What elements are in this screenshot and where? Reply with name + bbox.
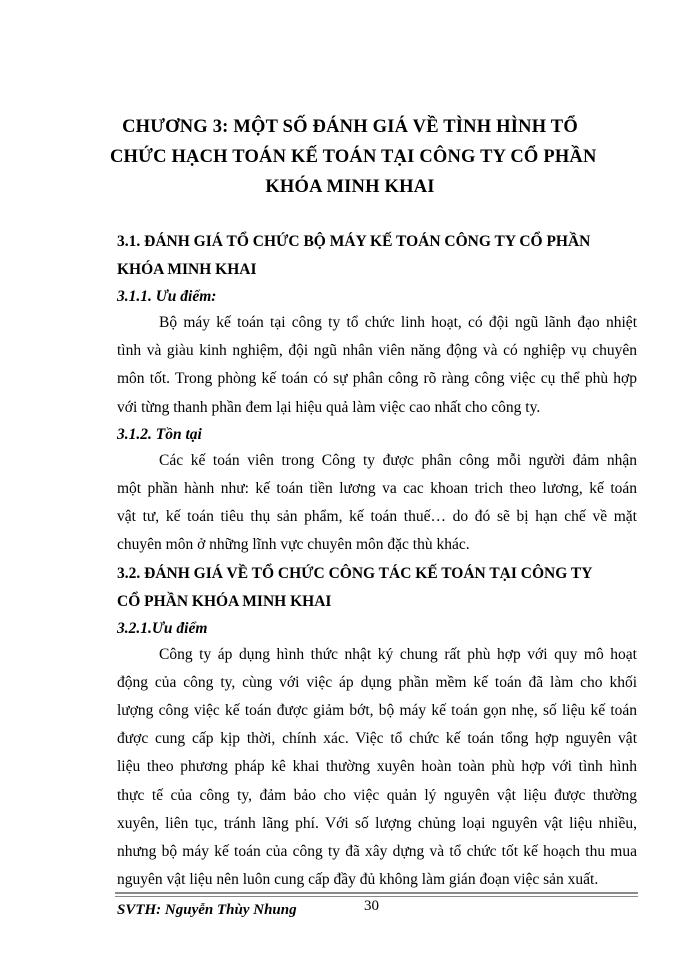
- paragraph-line: Bộ máy kế toán tại công ty tổ chức linh hoạt, có đội ngũ lãnh đạo nhiệt: [159, 314, 637, 331]
- paragraph-line: nguyên vật liệu nên luôn cung cấp đầy đủ không làm gián đoạn việc sản xuất.: [117, 871, 599, 889]
- section-3-1-1-heading: 3.1.1. Ưu điểm:: [117, 288, 217, 305]
- section-3-2-1-heading: 3.2.1.Ưu điểm: [117, 619, 208, 637]
- paragraph-line: với từng thanh phần đem lại hiệu quả làm việc cao nhất cho công ty.: [117, 398, 541, 416]
- paragraph-line: Công ty áp dụng hình thức nhật ký chung rất phù hợp với quy mô hoạt: [159, 645, 637, 663]
- heading-line: 3.1. ĐÁNH GIÁ TỔ CHỨC BỘ MÁY KẾ TOÁN CÔNG TY CỔ PHẦN: [117, 233, 591, 250]
- paragraph-line: được cung cấp kịp thời, chính xác. Việc tổ chức kế toán tổng hợp nguyên vật: [117, 730, 637, 748]
- section-3-1-1-paragraph: [117, 309, 637, 422]
- paragraph-line: thực tế của công ty, đảm bảo cho việc quản lý nguyên vật liệu được thường: [117, 786, 637, 804]
- section-3-1-2-paragraph: [117, 447, 637, 560]
- footer-divider: [115, 892, 638, 894]
- paragraph-line: động của công ty, cùng với việc áp dụng phần mềm kế toán đã làm cho khối: [117, 673, 637, 691]
- section-3-1-2-heading: 3.1.2. Tồn tại: [117, 425, 202, 443]
- heading-line: 3.2. ĐÁNH GIÁ VỀ TỔ CHỨC CÔNG TÁC KẾ TOÁN TẠI CÔNG TY: [117, 564, 593, 582]
- paragraph-line: tình và giàu kinh nghiệm, đội ngũ nhân viên năng động và có nghiệp vụ chuyên: [117, 342, 637, 360]
- page-number: 30: [364, 898, 379, 914]
- document-body: [117, 228, 637, 894]
- chapter-title-line: CHƯƠNG 3: MỘT SỐ ĐÁNH GIÁ VỀ TÌNH HÌNH TỔ: [122, 117, 578, 137]
- paragraph-line: chuyên môn ở những lĩnh vực chuyên môn đặc thù khác.: [117, 536, 470, 554]
- paragraph-line: xuyên, liên tục, tránh lãng phí. Với số lượng chủng loại nguyên vật liệu nhiều,: [117, 814, 637, 832]
- paragraph-line: vật tư, kế toán tiêu thụ sản phẩm, kế toán thuế… do đó sẽ bị hạn chế về mặt: [117, 508, 637, 526]
- chapter-title: [110, 112, 597, 202]
- paragraph-line: môn tốt. Trong phòng kế toán có sự phân công rõ ràng công việc cụ thể phù hợp: [117, 370, 637, 388]
- paragraph-line: một phần hành như: kế toán tiền lương va cac khoan trich theo lương, kế toán: [117, 480, 637, 498]
- section-3-2-1-paragraph: [117, 641, 637, 895]
- section-3-2-heading: [117, 560, 637, 616]
- paragraph-line: Các kế toán viên trong Công ty được phân công mỗi người đảm nhận: [159, 451, 637, 469]
- paragraph-line: lượng công việc kế toán được giảm bớt, bộ máy kế toán gọn nhẹ, số liệu kế toán: [117, 702, 637, 720]
- footer-author: SVTH: Nguyễn Thùy Nhung: [117, 902, 297, 918]
- paragraph-line: liệu theo phương pháp kê khai thường xuyên hoàn toàn phù hợp với tình hình: [117, 758, 637, 776]
- chapter-title-line: KHÓA MINH KHAI: [265, 177, 435, 197]
- paragraph-line: nhưng bộ máy kế toán của công ty đã xây dựng và tổ chức tốt kế hoạch thu mua: [117, 843, 637, 861]
- heading-line: CỔ PHẦN KHÓA MINH KHAI: [117, 592, 332, 610]
- section-3-1-heading: [117, 228, 637, 284]
- heading-line: KHÓA MINH KHAI: [117, 261, 257, 278]
- chapter-title-line: CHỨC HẠCH TOÁN KẾ TOÁN TẠI CÔNG TY CỔ PHẦN: [110, 147, 597, 167]
